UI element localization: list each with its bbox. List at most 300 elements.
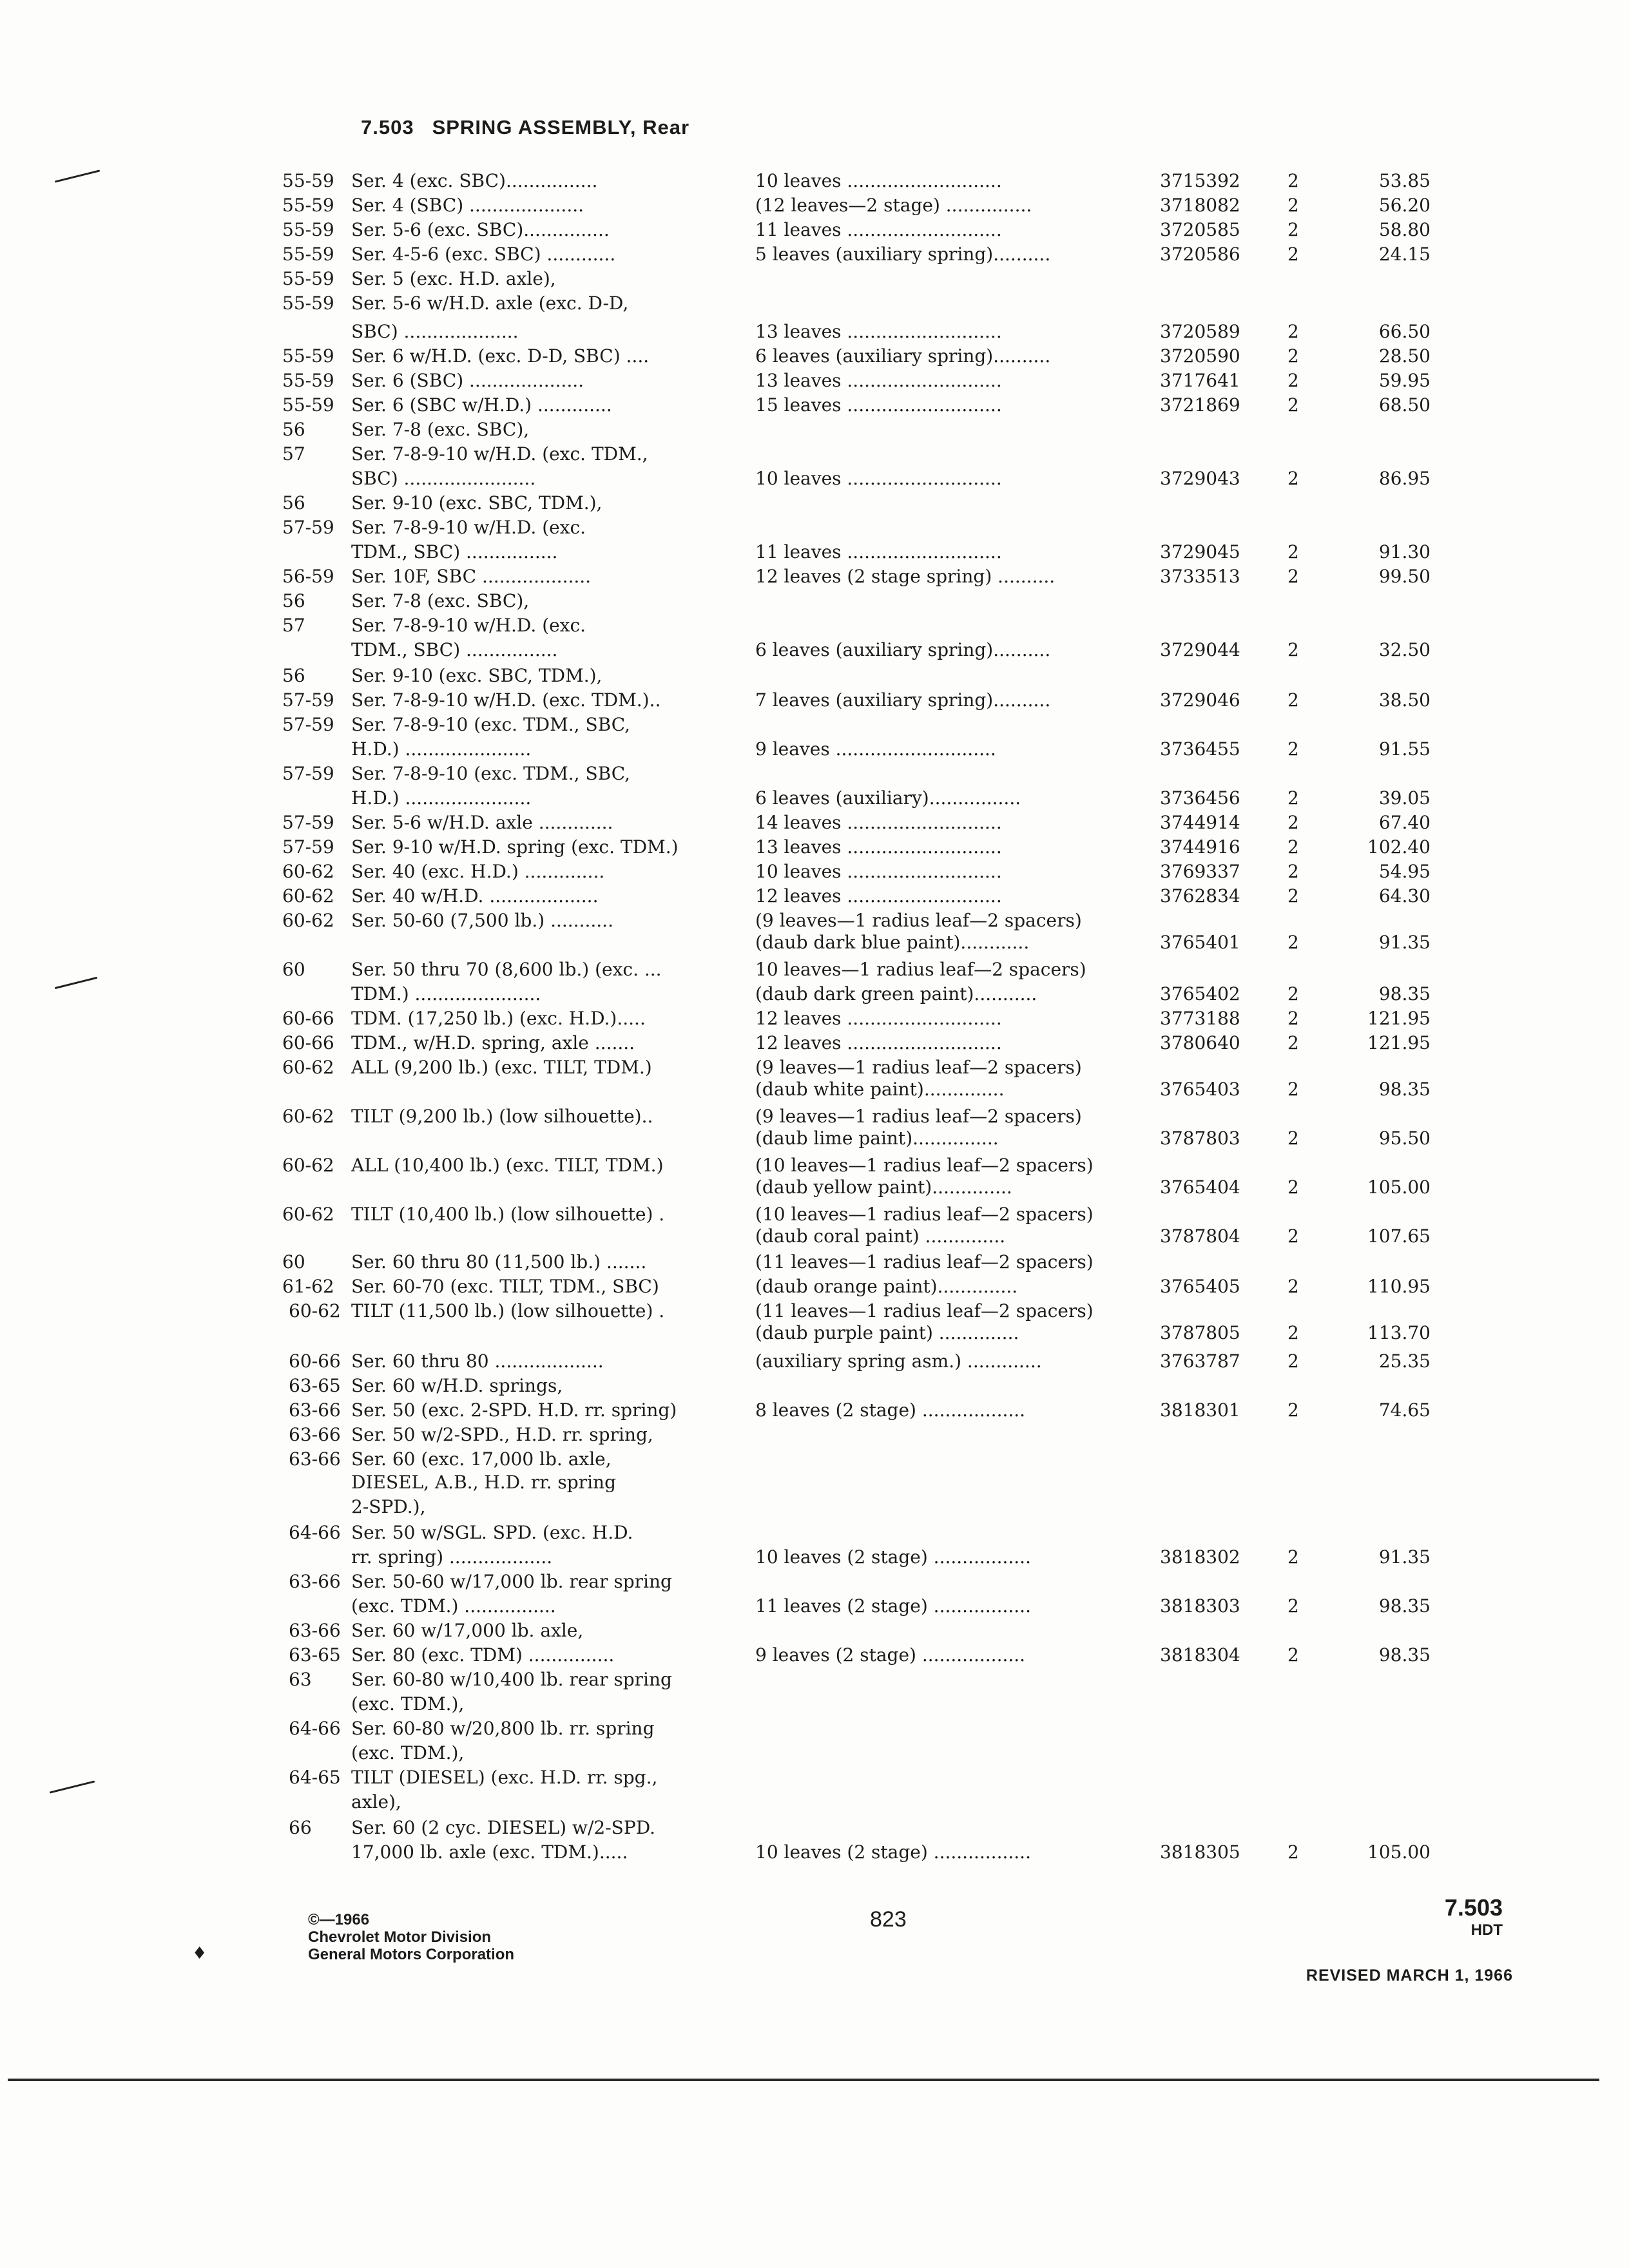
series-cell: SBC) .................... bbox=[351, 321, 519, 342]
series-cell: TILT (9,200 lb.) (low silhouette).. bbox=[351, 1106, 653, 1127]
price-cell: 74.65 bbox=[1378, 1399, 1431, 1421]
series-cell: Ser. 4 (exc. SBC)................ bbox=[351, 170, 598, 191]
description-cell: 13 leaves ........................... bbox=[755, 370, 1002, 391]
part-number-cell: 3818302 bbox=[1160, 1546, 1240, 1568]
model-year-cell: 60-62 bbox=[282, 1057, 334, 1078]
series-cell: DIESEL, A.B., H.D. rr. spring bbox=[351, 1472, 617, 1493]
part-number-cell: 3744914 bbox=[1160, 812, 1240, 833]
table-row bbox=[0, 1175, 1629, 1200]
series-cell: Ser. 60 thru 80 ................... bbox=[351, 1350, 604, 1372]
price-cell: 91.30 bbox=[1378, 541, 1431, 562]
publisher-block bbox=[308, 1911, 514, 1963]
section-name: SPRING ASSEMBLY, Rear bbox=[432, 116, 690, 139]
quantity-cell: 2 bbox=[1287, 932, 1299, 953]
price-cell: 98.35 bbox=[1378, 983, 1431, 1004]
part-number-cell: 3717641 bbox=[1160, 370, 1240, 391]
model-year-cell: 63 bbox=[289, 1669, 312, 1690]
price-cell: 98.35 bbox=[1378, 1644, 1431, 1666]
price-cell: 98.35 bbox=[1378, 1079, 1431, 1100]
section-footer-number: 7.503 bbox=[1444, 1894, 1503, 1921]
quantity-cell: 2 bbox=[1287, 1841, 1299, 1863]
description-cell: 11 leaves ........................... bbox=[755, 219, 1002, 240]
price-cell: 98.35 bbox=[1378, 1595, 1431, 1617]
price-cell: 95.50 bbox=[1378, 1128, 1431, 1149]
table-row bbox=[0, 564, 1629, 589]
model-year-cell: 63-65 bbox=[289, 1375, 341, 1396]
quantity-cell: 2 bbox=[1287, 861, 1299, 882]
series-cell: axle), bbox=[351, 1791, 401, 1812]
description-cell: (11 leaves—1 radius leaf—2 spacers) bbox=[755, 1300, 1094, 1321]
quantity-cell: 2 bbox=[1287, 983, 1299, 1004]
table-row bbox=[0, 664, 1629, 688]
model-year-cell: 57-59 bbox=[282, 689, 334, 711]
quantity-cell: 2 bbox=[1287, 370, 1299, 391]
price-cell: 54.95 bbox=[1378, 861, 1431, 882]
model-year-cell: 55-59 bbox=[282, 244, 334, 265]
part-number-cell: 3729043 bbox=[1160, 468, 1240, 489]
table-row bbox=[0, 1031, 1629, 1055]
price-cell: 110.95 bbox=[1367, 1276, 1431, 1297]
model-year-cell: 60 bbox=[282, 959, 305, 980]
table-row bbox=[0, 737, 1629, 762]
table-row bbox=[0, 320, 1629, 344]
quantity-cell: 2 bbox=[1287, 468, 1299, 489]
part-number-cell: 3765401 bbox=[1160, 932, 1240, 953]
series-cell: Ser. 60-80 w/10,400 lb. rear spring bbox=[351, 1669, 672, 1690]
model-year-cell: 55-59 bbox=[282, 370, 334, 391]
quantity-cell: 2 bbox=[1287, 1177, 1299, 1198]
series-cell: Ser. 60 thru 80 (11,500 lb.) ....... bbox=[351, 1251, 647, 1273]
table-row bbox=[0, 835, 1629, 860]
description-cell: (daub dark green paint)........... bbox=[755, 983, 1037, 1004]
series-cell: ALL (9,200 lb.) (exc. TILT, TDM.) bbox=[351, 1057, 652, 1078]
series-cell: Ser. 6 w/H.D. (exc. D-D, SBC) .... bbox=[351, 345, 650, 367]
model-year-cell: 60-62 bbox=[282, 910, 334, 931]
series-cell: TILT (DIESEL) (exc. H.D. rr. spg., bbox=[351, 1767, 658, 1788]
quantity-cell: 2 bbox=[1287, 195, 1299, 216]
series-cell: Ser. 50-60 (7,500 lb.) ........... bbox=[351, 910, 613, 931]
part-number-cell: 3818301 bbox=[1160, 1399, 1240, 1421]
description-cell: 12 leaves (2 stage spring) .......... bbox=[755, 566, 1055, 587]
description-cell: 11 leaves ........................... bbox=[755, 541, 1002, 562]
price-cell: 107.65 bbox=[1367, 1225, 1431, 1247]
model-year-cell: 61-62 bbox=[282, 1276, 334, 1297]
table-row bbox=[0, 1570, 1629, 1594]
part-number-cell: 3729045 bbox=[1160, 541, 1240, 562]
series-cell: Ser. 5 (exc. H.D. axle), bbox=[351, 268, 556, 289]
price-cell: 39.05 bbox=[1378, 787, 1431, 809]
table-row bbox=[0, 1765, 1629, 1790]
corporation-name: General Motors Corporation bbox=[308, 1946, 515, 1963]
series-cell: Ser. 50 w/2-SPD., H.D. rr. spring, bbox=[351, 1424, 653, 1445]
table-row bbox=[0, 1299, 1629, 1323]
part-number-cell: 3818304 bbox=[1160, 1644, 1240, 1666]
model-year-cell: 55-59 bbox=[282, 345, 334, 367]
table-row bbox=[0, 1077, 1629, 1102]
model-year-cell: 56 bbox=[282, 492, 305, 514]
model-year-cell: 55-59 bbox=[282, 268, 334, 289]
description-cell: 6 leaves (auxiliary spring).......... bbox=[755, 345, 1051, 367]
series-cell: Ser. 6 (SBC) .................... bbox=[351, 370, 584, 391]
table-row bbox=[0, 1741, 1629, 1765]
table-row bbox=[0, 1126, 1629, 1151]
part-number-cell: 3787803 bbox=[1160, 1128, 1240, 1149]
description-cell: 10 leaves ........................... bbox=[755, 861, 1002, 882]
model-year-cell: 63-65 bbox=[289, 1644, 341, 1666]
copyright: ©—1966 bbox=[308, 1911, 370, 1928]
table-row bbox=[0, 957, 1629, 982]
description-cell: 8 leaves (2 stage) .................. bbox=[755, 1399, 1026, 1421]
model-year-cell: 57-59 bbox=[282, 517, 334, 538]
quantity-cell: 2 bbox=[1287, 244, 1299, 265]
price-cell: 56.20 bbox=[1378, 195, 1431, 216]
table-row bbox=[0, 930, 1629, 955]
series-cell: Ser. 9-10 (exc. SBC, TDM.), bbox=[351, 665, 602, 686]
quantity-cell: 2 bbox=[1287, 689, 1299, 711]
model-year-cell: 66 bbox=[289, 1817, 312, 1838]
price-cell: 66.50 bbox=[1378, 321, 1431, 342]
scan-speck: ♦ bbox=[192, 1944, 207, 1963]
table-row bbox=[0, 1104, 1629, 1129]
series-cell: H.D.) ...................... bbox=[351, 738, 532, 760]
description-cell: 12 leaves ........................... bbox=[755, 885, 1002, 907]
table-row bbox=[0, 1006, 1629, 1031]
model-year-cell: 60-66 bbox=[282, 1032, 334, 1053]
part-number-cell: 3787805 bbox=[1160, 1322, 1240, 1343]
quantity-cell: 2 bbox=[1287, 566, 1299, 587]
series-cell: TILT (11,500 lb.) (low silhouette) . bbox=[351, 1300, 665, 1321]
table-row bbox=[0, 1250, 1629, 1274]
part-number-cell: 3729044 bbox=[1160, 639, 1240, 660]
series-cell: ALL (10,400 lb.) (exc. TILT, TDM.) bbox=[351, 1155, 664, 1176]
quantity-cell: 2 bbox=[1287, 1546, 1299, 1568]
part-number-cell: 3818305 bbox=[1160, 1841, 1240, 1863]
series-cell: TDM. (17,250 lb.) (exc. H.D.)..... bbox=[351, 1008, 646, 1029]
description-cell: (daub purple paint) .............. bbox=[755, 1322, 1019, 1343]
table-row bbox=[0, 1153, 1629, 1178]
model-year-cell: 60-62 bbox=[289, 1300, 341, 1321]
description-cell: (daub coral paint) .............. bbox=[755, 1225, 1006, 1247]
part-number-cell: 3765404 bbox=[1160, 1177, 1240, 1198]
series-cell: 17,000 lb. axle (exc. TDM.)..... bbox=[351, 1841, 628, 1863]
price-cell: 91.35 bbox=[1378, 932, 1431, 953]
quantity-cell: 2 bbox=[1287, 541, 1299, 562]
table-row bbox=[0, 193, 1629, 218]
table-row bbox=[0, 1495, 1629, 1519]
part-number-cell: 3729046 bbox=[1160, 689, 1240, 711]
model-year-cell: 55-59 bbox=[282, 170, 334, 191]
part-number-cell: 3765405 bbox=[1160, 1276, 1240, 1297]
table-row bbox=[0, 242, 1629, 267]
model-year-cell: 63-66 bbox=[289, 1424, 341, 1445]
model-year-cell: 55-59 bbox=[282, 219, 334, 240]
table-row bbox=[0, 369, 1629, 393]
series-cell: Ser. 9-10 w/H.D. spring (exc. TDM.) bbox=[351, 836, 679, 858]
model-year-cell: 57 bbox=[282, 615, 305, 636]
price-cell: 102.40 bbox=[1367, 836, 1431, 858]
series-cell: (exc. TDM.), bbox=[351, 1742, 465, 1763]
table-row bbox=[0, 786, 1629, 811]
model-year-cell: 63-66 bbox=[289, 1620, 341, 1641]
table-row bbox=[0, 1692, 1629, 1716]
series-cell: Ser. 40 (exc. H.D.) .............. bbox=[351, 861, 605, 882]
bottom-rule bbox=[8, 2079, 1599, 2081]
table-row bbox=[0, 884, 1629, 908]
description-cell: 13 leaves ........................... bbox=[755, 321, 1002, 342]
series-cell: TDM., SBC) ................ bbox=[351, 639, 558, 660]
part-number-cell: 3744916 bbox=[1160, 836, 1240, 858]
part-number-cell: 3765402 bbox=[1160, 983, 1240, 1004]
description-cell: 15 leaves ........................... bbox=[755, 394, 1002, 416]
model-year-cell: 55-59 bbox=[282, 195, 334, 216]
series-cell: Ser. 7-8 (exc. SBC), bbox=[351, 590, 530, 611]
description-cell: (daub lime paint)............... bbox=[755, 1128, 999, 1149]
section-footer-sub: HDT bbox=[1470, 1921, 1503, 1939]
description-cell: (9 leaves—1 radius leaf—2 spacers) bbox=[755, 910, 1082, 931]
series-cell: rr. spring) .................. bbox=[351, 1546, 553, 1568]
part-number-cell: 3780640 bbox=[1160, 1032, 1240, 1053]
series-cell: Ser. 4 (SBC) .................... bbox=[351, 195, 584, 216]
price-cell: 121.95 bbox=[1367, 1032, 1431, 1053]
price-cell: 59.95 bbox=[1378, 370, 1431, 391]
model-year-cell: 63-66 bbox=[289, 1399, 341, 1421]
price-cell: 91.55 bbox=[1378, 738, 1431, 760]
model-year-cell: 64-66 bbox=[289, 1718, 341, 1739]
series-cell: 2-SPD.), bbox=[351, 1496, 426, 1517]
series-cell: Ser. 6 (SBC w/H.D.) ............. bbox=[351, 394, 612, 416]
table-row bbox=[0, 908, 1629, 933]
model-year-cell: 60 bbox=[282, 1251, 305, 1273]
quantity-cell: 2 bbox=[1287, 639, 1299, 660]
table-row bbox=[0, 713, 1629, 737]
description-cell: (daub white paint).............. bbox=[755, 1079, 1005, 1100]
table-row bbox=[0, 491, 1629, 515]
part-number-cell: 3762834 bbox=[1160, 885, 1240, 907]
model-year-cell: 56-59 bbox=[282, 566, 334, 587]
quantity-cell: 2 bbox=[1287, 345, 1299, 367]
description-cell: (daub dark blue paint)............ bbox=[755, 932, 1030, 953]
series-cell: Ser. 5-6 (exc. SBC)............... bbox=[351, 219, 610, 240]
series-cell: Ser. 50 thru 70 (8,600 lb.) (exc. ... bbox=[351, 959, 662, 980]
series-cell: Ser. 4-5-6 (exc. SBC) ............ bbox=[351, 244, 616, 265]
quantity-cell: 2 bbox=[1287, 885, 1299, 907]
part-number-cell: 3733513 bbox=[1160, 566, 1240, 587]
description-cell: 10 leaves ........................... bbox=[755, 170, 1002, 191]
series-cell: Ser. 7-8-9-10 w/H.D. (exc. bbox=[351, 615, 586, 636]
description-cell: (9 leaves—1 radius leaf—2 spacers) bbox=[755, 1106, 1082, 1127]
table-row bbox=[0, 589, 1629, 613]
series-cell: Ser. 7-8-9-10 (exc. TDM., SBC, bbox=[351, 714, 631, 735]
series-cell: (exc. TDM.) ................ bbox=[351, 1595, 556, 1617]
quantity-cell: 2 bbox=[1287, 219, 1299, 240]
quantity-cell: 2 bbox=[1287, 1032, 1299, 1053]
table-row bbox=[0, 291, 1629, 316]
series-cell: SBC) ....................... bbox=[351, 468, 536, 489]
quantity-cell: 2 bbox=[1287, 170, 1299, 191]
quantity-cell: 2 bbox=[1287, 1128, 1299, 1149]
table-row bbox=[0, 344, 1629, 369]
series-cell: Ser. 7-8 (exc. SBC), bbox=[351, 419, 530, 440]
description-cell: 14 leaves ........................... bbox=[755, 812, 1002, 833]
model-year-cell: 55-59 bbox=[282, 293, 334, 314]
part-number-cell: 3720585 bbox=[1160, 219, 1240, 240]
model-year-cell: 60-66 bbox=[282, 1008, 334, 1029]
table-row bbox=[0, 1790, 1629, 1814]
model-year-cell: 63-66 bbox=[289, 1571, 341, 1592]
table-row bbox=[0, 762, 1629, 786]
description-cell: 10 leaves—1 radius leaf—2 spacers) bbox=[755, 959, 1086, 980]
part-number-cell: 3763787 bbox=[1160, 1350, 1240, 1372]
table-row bbox=[0, 811, 1629, 835]
table-row bbox=[0, 393, 1629, 418]
part-number-cell: 3721869 bbox=[1160, 394, 1240, 416]
section-footer bbox=[1445, 1894, 1503, 1939]
model-year-cell: 64-65 bbox=[289, 1767, 341, 1788]
table-row bbox=[0, 515, 1629, 540]
quantity-cell: 2 bbox=[1287, 1008, 1299, 1029]
table-row bbox=[0, 1816, 1629, 1840]
table-row bbox=[0, 1716, 1629, 1741]
model-year-cell: 57-59 bbox=[282, 836, 334, 858]
model-year-cell: 60-62 bbox=[282, 861, 334, 882]
part-number-cell: 3718082 bbox=[1160, 195, 1240, 216]
table-row bbox=[0, 1594, 1629, 1619]
quantity-cell: 2 bbox=[1287, 1079, 1299, 1100]
price-cell: 28.50 bbox=[1378, 345, 1431, 367]
quantity-cell: 2 bbox=[1287, 787, 1299, 809]
model-year-cell: 55-59 bbox=[282, 394, 334, 416]
model-year-cell: 57 bbox=[282, 443, 305, 465]
series-cell: Ser. 10F, SBC ................... bbox=[351, 566, 592, 587]
series-cell: Ser. 7-8-9-10 w/H.D. (exc. bbox=[351, 517, 586, 538]
series-cell: Ser. 60-80 w/20,800 lb. rr. spring bbox=[351, 1718, 655, 1739]
table-row bbox=[0, 1619, 1629, 1643]
price-cell: 86.95 bbox=[1378, 468, 1431, 489]
section-number: 7.503 bbox=[361, 116, 414, 139]
price-cell: 91.35 bbox=[1378, 1546, 1431, 1568]
page-number: 823 bbox=[870, 1907, 907, 1932]
series-cell: Ser. 60 (exc. 17,000 lb. axle, bbox=[351, 1448, 612, 1470]
model-year-cell: 57-59 bbox=[282, 763, 334, 784]
table-row bbox=[0, 1545, 1629, 1570]
price-cell: 32.50 bbox=[1378, 639, 1431, 660]
table-row bbox=[0, 1321, 1629, 1345]
quantity-cell: 2 bbox=[1287, 394, 1299, 416]
quantity-cell: 2 bbox=[1287, 1399, 1299, 1421]
part-number-cell: 3773188 bbox=[1160, 1008, 1240, 1029]
table-row bbox=[0, 688, 1629, 713]
model-year-cell: 60-66 bbox=[289, 1350, 341, 1372]
part-number-cell: 3715392 bbox=[1160, 170, 1240, 191]
series-cell: Ser. 60 w/H.D. springs, bbox=[351, 1375, 563, 1396]
price-cell: 68.50 bbox=[1378, 394, 1431, 416]
price-cell: 105.00 bbox=[1367, 1841, 1431, 1863]
table-row bbox=[0, 169, 1629, 193]
series-cell: Ser. 7-8-9-10 (exc. TDM., SBC, bbox=[351, 763, 631, 784]
table-row bbox=[0, 1840, 1629, 1865]
model-year-cell: 60-62 bbox=[282, 885, 334, 907]
table-row bbox=[0, 267, 1629, 291]
series-cell: Ser. 60 (2 cyc. DIESEL) w/2-SPD. bbox=[351, 1817, 656, 1838]
series-cell: (exc. TDM.), bbox=[351, 1693, 465, 1715]
table-row bbox=[0, 1470, 1629, 1495]
part-number-cell: 3720590 bbox=[1160, 345, 1240, 367]
series-cell: Ser. 9-10 (exc. SBC, TDM.), bbox=[351, 492, 602, 514]
table-row bbox=[0, 638, 1629, 662]
table-row bbox=[0, 1274, 1629, 1299]
part-number-cell: 3736455 bbox=[1160, 738, 1240, 760]
quantity-cell: 2 bbox=[1287, 321, 1299, 342]
series-cell: Ser. 7-8-9-10 w/H.D. (exc. TDM., bbox=[351, 443, 648, 465]
series-cell: Ser. 5-6 w/H.D. axle (exc. D-D, bbox=[351, 293, 629, 314]
series-cell: Ser. 80 (exc. TDM) ............... bbox=[351, 1644, 615, 1666]
series-cell: Ser. 60-70 (exc. TILT, TDM., SBC) bbox=[351, 1276, 659, 1297]
description-cell: 5 leaves (auxiliary spring).......... bbox=[755, 244, 1051, 265]
table-row bbox=[0, 442, 1629, 466]
quantity-cell: 2 bbox=[1287, 1322, 1299, 1343]
description-cell: 6 leaves (auxiliary spring).......... bbox=[755, 639, 1051, 660]
quantity-cell: 2 bbox=[1287, 1350, 1299, 1372]
table-row bbox=[0, 1349, 1629, 1374]
price-cell: 64.30 bbox=[1378, 885, 1431, 907]
model-year-cell: 63-66 bbox=[289, 1448, 341, 1470]
revision-date: REVISED MARCH 1, 1966 bbox=[1306, 1966, 1513, 1984]
description-cell: (9 leaves—1 radius leaf—2 spacers) bbox=[755, 1057, 1082, 1078]
model-year-cell: 64-66 bbox=[289, 1522, 341, 1543]
description-cell: (11 leaves—1 radius leaf—2 spacers) bbox=[755, 1251, 1094, 1273]
quantity-cell: 2 bbox=[1287, 812, 1299, 833]
part-number-cell: 3787804 bbox=[1160, 1225, 1240, 1247]
quantity-cell: 2 bbox=[1287, 836, 1299, 858]
series-cell: Ser. 5-6 w/H.D. axle ............. bbox=[351, 812, 613, 833]
description-cell: 10 leaves (2 stage) ................. bbox=[755, 1546, 1031, 1568]
description-cell: 9 leaves ............................ bbox=[755, 738, 996, 760]
series-cell: Ser. 60 w/17,000 lb. axle, bbox=[351, 1620, 584, 1641]
description-cell: 7 leaves (auxiliary spring).......... bbox=[755, 689, 1051, 711]
model-year-cell: 56 bbox=[282, 419, 305, 440]
division-name: Chevrolet Motor Division bbox=[308, 1928, 492, 1946]
table-row bbox=[0, 613, 1629, 638]
series-cell: Ser. 7-8-9-10 w/H.D. (exc. TDM.).. bbox=[351, 689, 661, 711]
series-cell: Ser. 50-60 w/17,000 lb. rear spring bbox=[351, 1571, 672, 1592]
table-row bbox=[0, 1398, 1629, 1423]
description-cell: (daub yellow paint).............. bbox=[755, 1177, 1012, 1198]
quantity-cell: 2 bbox=[1287, 1276, 1299, 1297]
series-cell: H.D.) ...................... bbox=[351, 787, 532, 809]
price-cell: 38.50 bbox=[1378, 689, 1431, 711]
description-cell: 10 leaves (2 stage) ................. bbox=[755, 1841, 1031, 1863]
model-year-cell: 57-59 bbox=[282, 714, 334, 735]
table-row bbox=[0, 418, 1629, 442]
model-year-cell: 60-62 bbox=[282, 1155, 334, 1176]
model-year-cell: 60-62 bbox=[282, 1106, 334, 1127]
model-year-cell: 56 bbox=[282, 665, 305, 686]
description-cell: (10 leaves—1 radius leaf—2 spacers) bbox=[755, 1204, 1094, 1225]
table-row bbox=[0, 218, 1629, 242]
part-number-cell: 3736456 bbox=[1160, 787, 1240, 809]
description-cell: 6 leaves (auxiliary)................ bbox=[755, 787, 1021, 809]
part-number-cell: 3720586 bbox=[1160, 244, 1240, 265]
series-cell: Ser. 40 w/H.D. ................... bbox=[351, 885, 599, 907]
table-row bbox=[0, 1374, 1629, 1398]
model-year-cell: 60-62 bbox=[282, 1204, 334, 1225]
part-number-cell: 3765403 bbox=[1160, 1079, 1240, 1100]
price-cell: 105.00 bbox=[1367, 1177, 1431, 1198]
series-cell: TDM., SBC) ................ bbox=[351, 541, 558, 562]
table-row bbox=[0, 1202, 1629, 1227]
table-row bbox=[0, 1447, 1629, 1472]
table-row bbox=[0, 540, 1629, 564]
